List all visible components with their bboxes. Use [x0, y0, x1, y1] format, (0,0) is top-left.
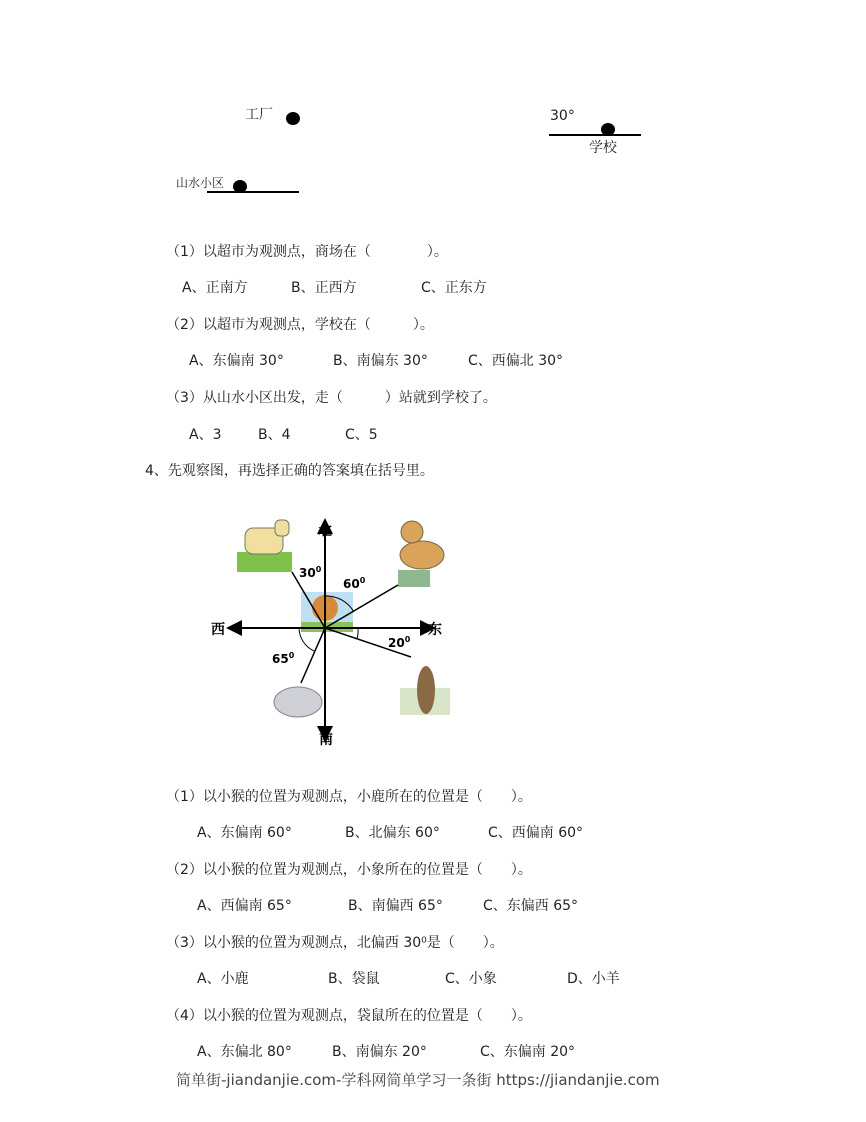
elephant-picture: [274, 687, 322, 717]
label-east: 东: [428, 622, 442, 638]
option: C、5: [345, 427, 378, 443]
angle-65: $65^0$: [272, 651, 295, 666]
q4-3: （3）以小猴的位置为观测点，北偏西 30⁰是（ ）。: [166, 935, 504, 951]
school-line: [549, 134, 641, 136]
option: A、小鹿: [197, 971, 249, 987]
label-factory: 工厂: [245, 107, 273, 123]
kangaroo-picture: [400, 666, 450, 715]
q3-2: （2）以超市为观测点，学校在（ ）。: [166, 317, 434, 333]
q4-title: 4、先观察图，再选择正确的答案填在括号里。: [145, 463, 434, 479]
label-community: 山水小区: [176, 176, 225, 190]
community-line: [207, 191, 299, 193]
label-school: 学校: [589, 140, 617, 156]
option: A、东偏北 80°: [197, 1044, 292, 1060]
option: B、南偏东 30°: [333, 353, 428, 369]
option: C、东偏南 20°: [480, 1044, 576, 1060]
option: A、东偏南 60°: [197, 825, 292, 841]
label-north: 北: [318, 523, 332, 539]
factory-dot: [286, 112, 300, 125]
q3-3: （3）从山水小区出发，走（ ）站就到学校了。: [166, 390, 497, 406]
option: C、西偏北 30°: [468, 353, 564, 369]
label-south: 南: [319, 732, 333, 748]
option: B、南偏西 65°: [348, 898, 443, 914]
option: A、西偏南 65°: [197, 898, 292, 914]
option: B、正西方: [291, 280, 357, 296]
option: B、4: [258, 427, 291, 443]
label-west: 西: [211, 622, 225, 638]
angle-30: $30^0$: [299, 565, 322, 580]
line-elephant: [301, 628, 325, 683]
option: A、东偏南 30°: [189, 353, 284, 369]
footer-watermark: 简单街-jiandanjie.com-学科网简单学习一条街 https://jiandanjie.com: [176, 1071, 660, 1089]
deer-picture: [398, 521, 444, 587]
option: B、南偏东 20°: [332, 1044, 427, 1060]
option: D、小羊: [567, 971, 620, 987]
option: C、东偏西 65°: [483, 898, 579, 914]
option: A、正南方: [182, 280, 248, 296]
q3-1: （1）以超市为观测点，商场在（ ）。: [166, 244, 448, 260]
option: A、3: [189, 427, 222, 443]
option: C、小象: [445, 971, 497, 987]
option: B、袋鼠: [328, 971, 380, 987]
direction-diagram: [200, 510, 470, 750]
angle-60: $60^0$: [343, 576, 366, 591]
q4-1: （1）以小猴的位置为观测点，小鹿所在的位置是（ ）。: [166, 789, 532, 805]
arc-20: [357, 628, 358, 639]
option: C、西偏南 60°: [488, 825, 584, 841]
option: C、正东方: [421, 280, 487, 296]
angle-20: $20^0$: [388, 635, 411, 650]
label-school-angle: 30°: [550, 108, 575, 124]
option: B、北偏东 60°: [345, 825, 440, 841]
goat-picture: [237, 520, 292, 572]
q4-4: （4）以小猴的位置为观测点，袋鼠所在的位置是（ ）。: [166, 1008, 532, 1024]
q4-2: （2）以小猴的位置为观测点，小象所在的位置是（ ）。: [166, 862, 532, 878]
